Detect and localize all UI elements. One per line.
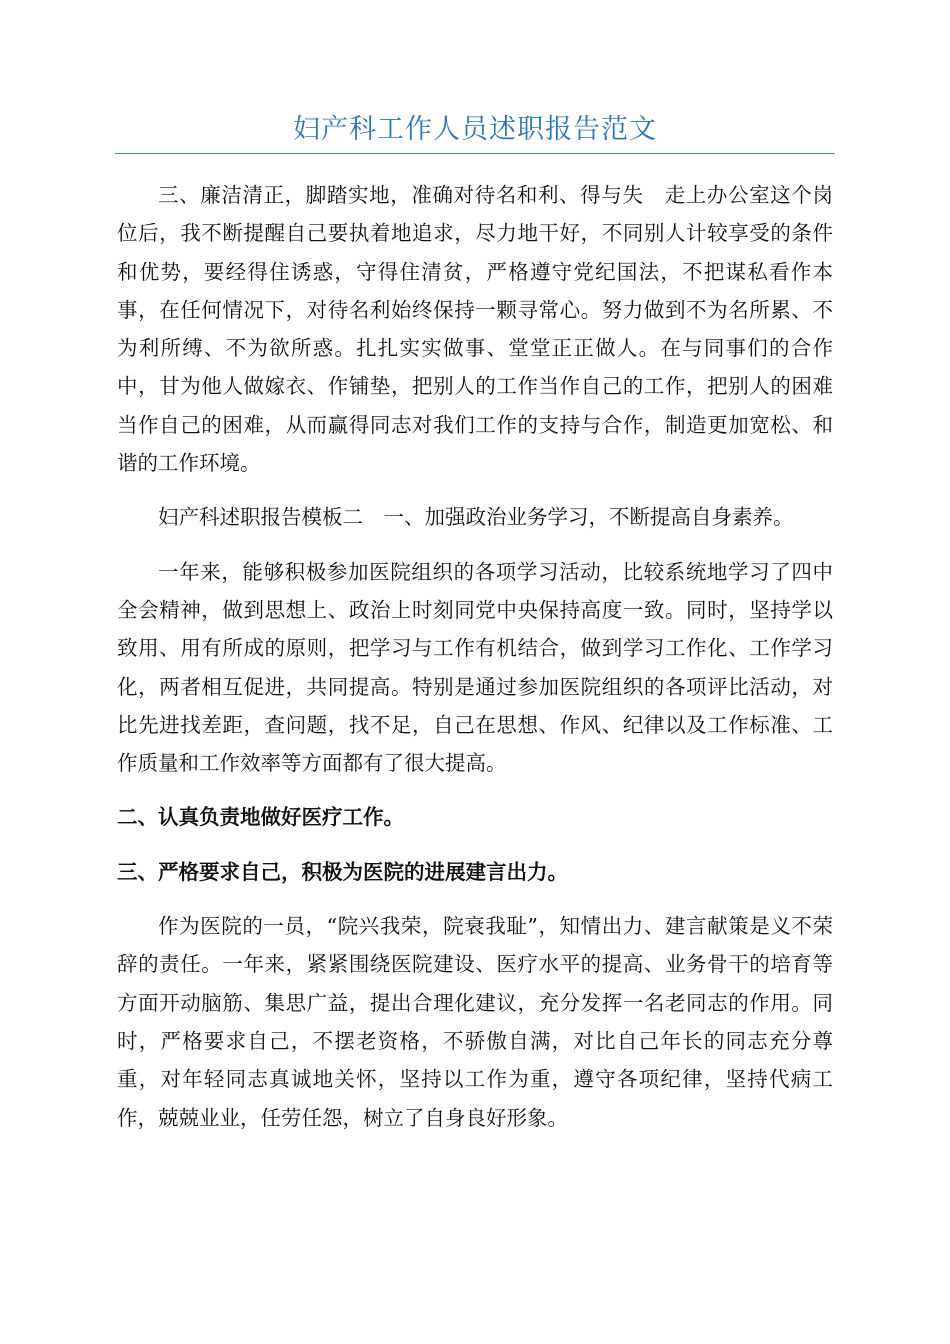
paragraph-contribution: 作为医院的一员，“院兴我荣，院衰我耻”，知情出力、建言献策是义不荣辞的责任。一年来，紧紧围绕医院建设、医疗水平的提高、业务骨干的培育等方面开动脑筋、集思广益，提出合理化建议，充分发挥一名老同志的作用。同时，严格要求自己，不摆老资格，不骄傲自满，对比自己年长的同志充分尊重，对年轻同志真诚地关怀，坚持以工作为重，遵守各项纪律，坚持代病工作，兢兢业业，任劳任怨，树立了自身良好形象。 [117,914,833,1130]
paragraph-template-two: 妇产科述职报告模板二 一、加强政治业务学习，不断提高自身素养。 [158,505,794,530]
paragraph-study: 一年来，能够积极参加医院组织的各项学习活动，比较系统地学习了四中全会精神，做到思想上、政治上时刻同党中央保持高度一致。同时，坚持学以致用、用有所成的原则，把学习与工作有机结合，做到学习工作化、工作学习化，两者相互促进，共同提高。特别是通过参加医院组织的各项评比活动，对比先进找差距，查问题，找不足，自己在思想、作风、纪律以及工作标准、工作质量和工作效率等方面都有了很大提高。 [117,559,833,776]
heading-medical-work: 二、认真负责地做好医疗工作。 [117,805,404,830]
title-underline [115,153,835,154]
paragraph-integrity: 三、廉洁清正，脚踏实地，准确对待名和利、得与失 走上办公室这个岗位后，我不断提醒自己要执着地追求，尽力地干好，不同别人计较享受的条件和优势，要经得住诱惑，守得住清贫，严格遵守党纪国法，不把谋私看作本事，在任何情况下，对待名利始终保持一颗寻常心。努力做到不为名所累、不为利所缚、不为欲所惑。扎扎实实做事、堂堂正正做人。在与同事们的合作中，甘为他人做嫁衣、作铺垫，把别人的工作当作自己的工作，把别人的困难当作自己的困难，从而赢得同志对我们工作的支持与合作，制造更加宽松、和谐的工作环境。 [117,183,833,476]
heading-self-discipline: 三、严格要求自己，积极为医院的进展建言出力。 [117,859,568,884]
document-title: 妇产科工作人员述职报告范文 [293,114,657,145]
document-body [117,176,833,1153]
